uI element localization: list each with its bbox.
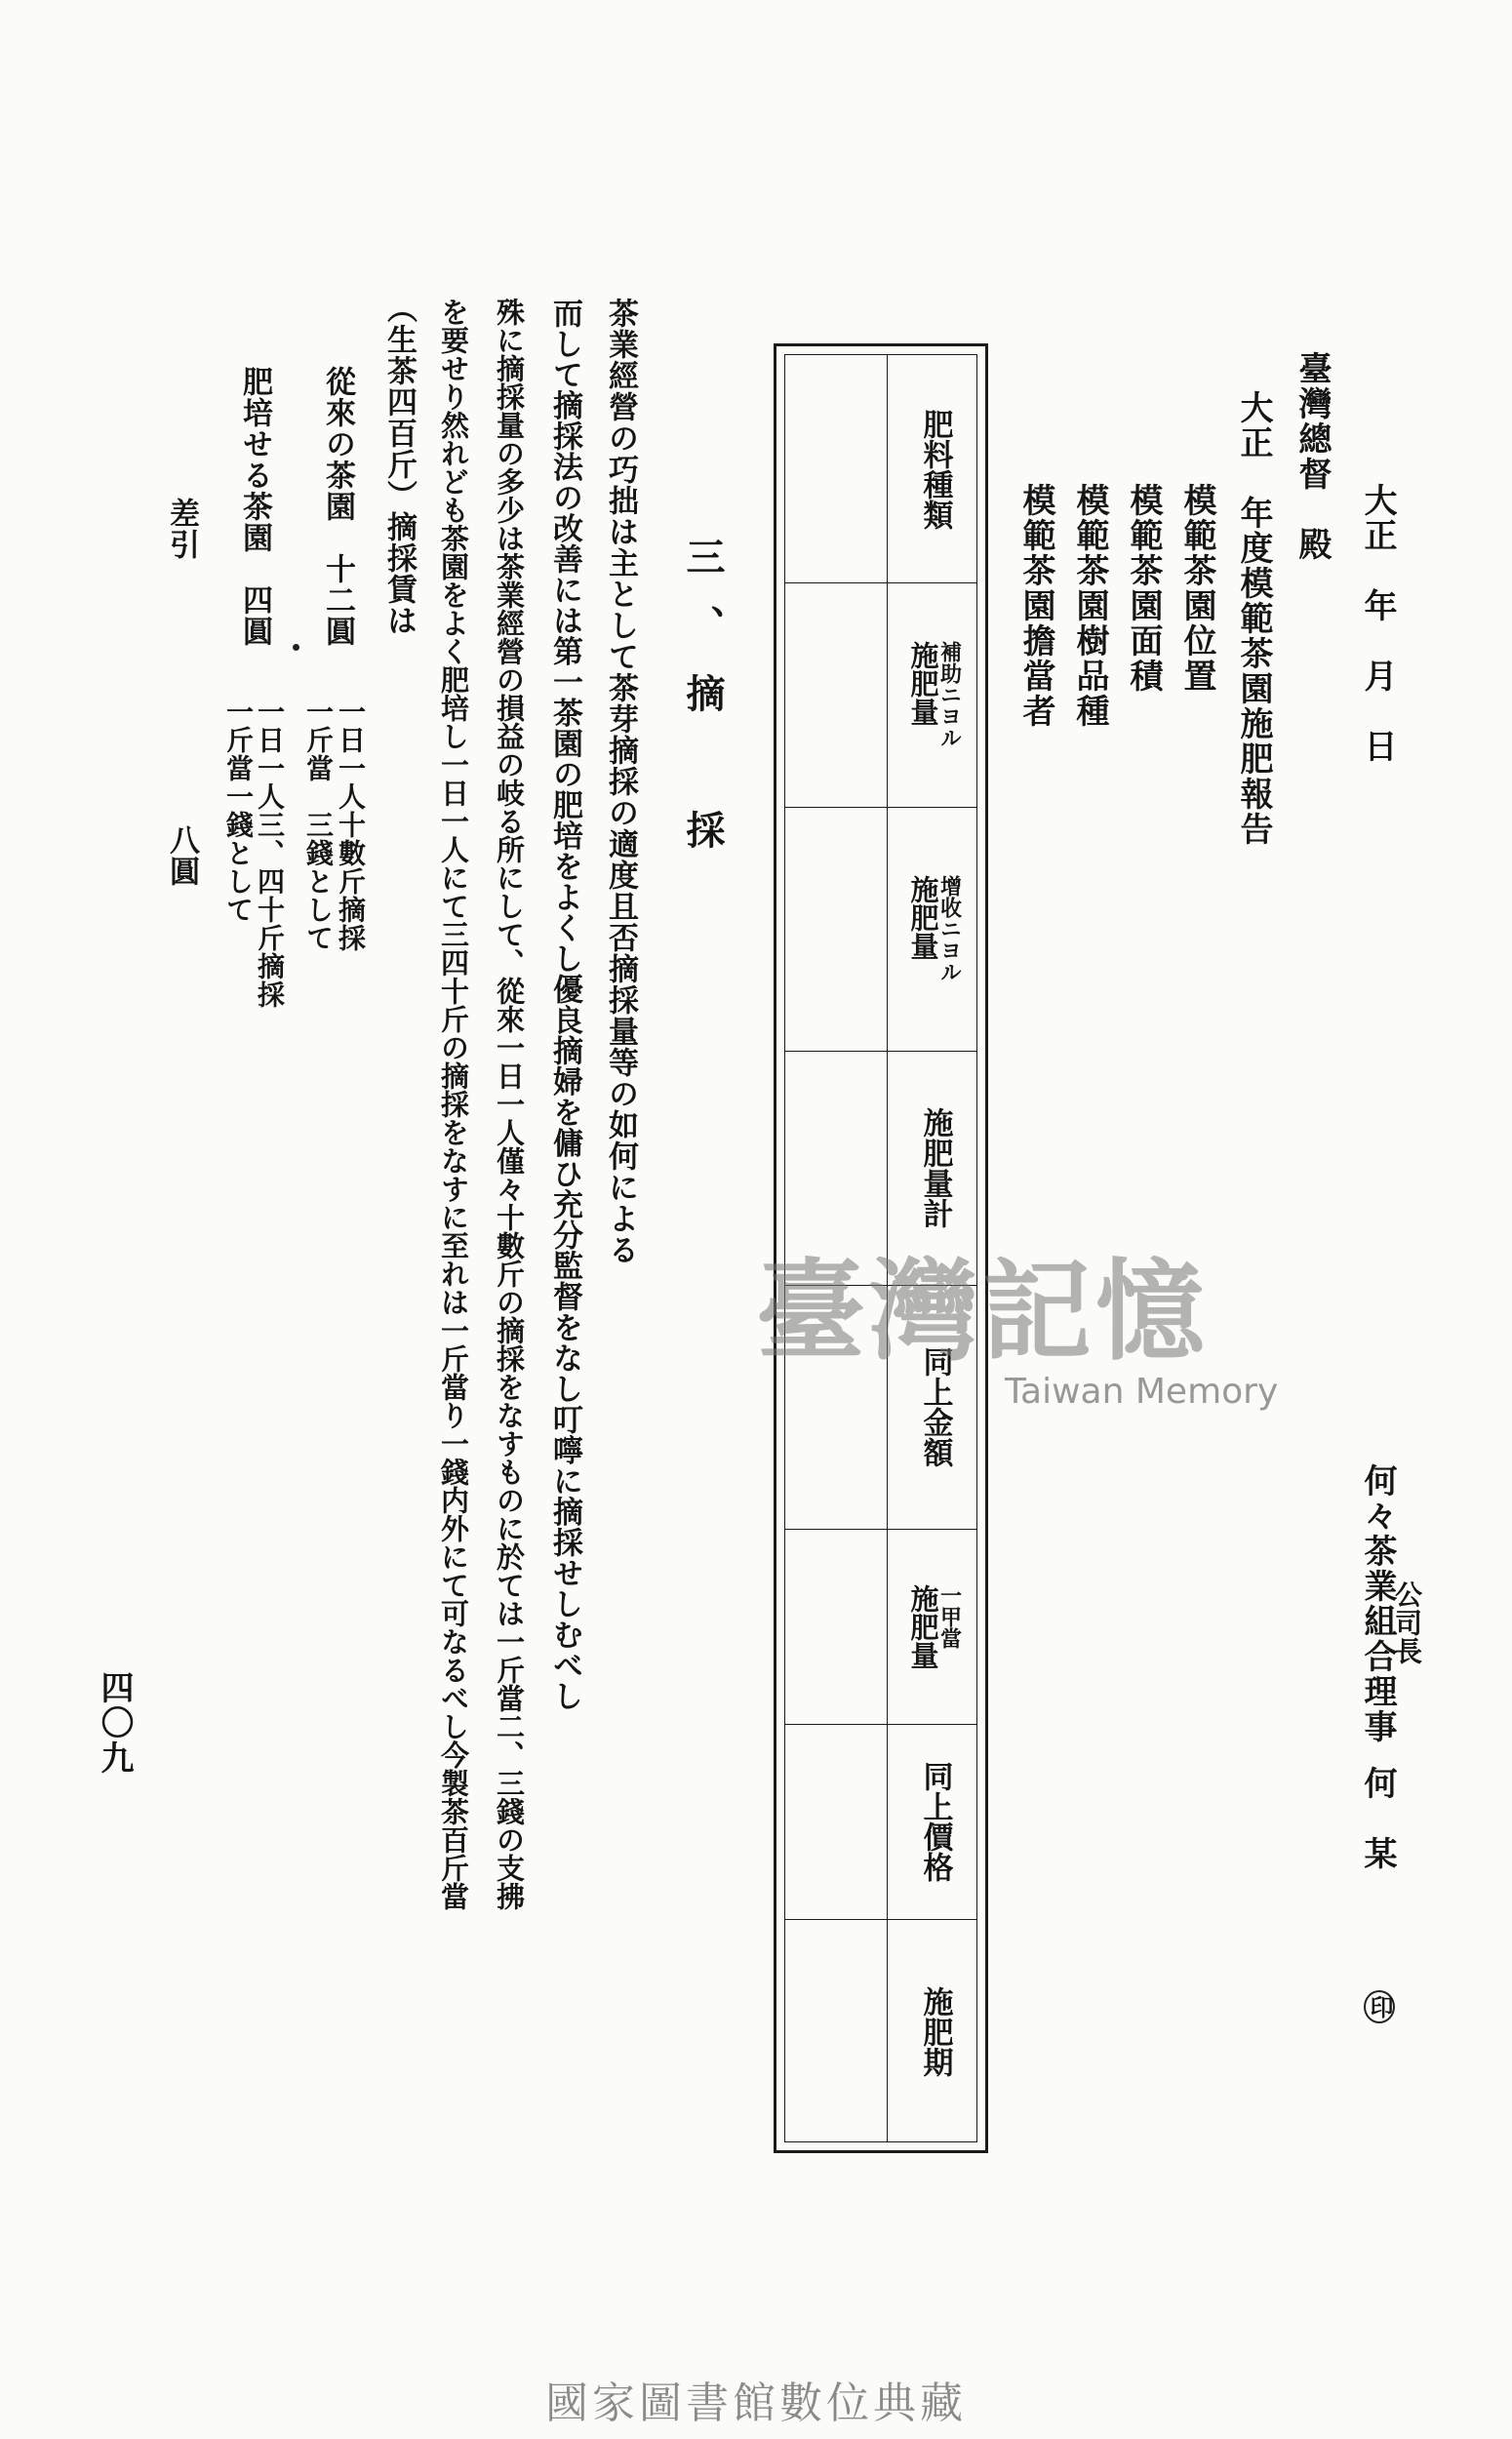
paragraph-line: 茶業經營の巧拙は主として茶芽摘採の適度且否摘採量等の如何による <box>603 298 638 1265</box>
table-inner <box>784 354 977 2142</box>
bullet-dot <box>293 644 299 651</box>
seal-stamp: 印 <box>1364 1990 1395 2023</box>
header-separator <box>887 355 888 2141</box>
fertilized-detail-b: 一斤當一錢として <box>222 698 255 924</box>
field-variety: 模範茶園樹品種 <box>1070 483 1109 729</box>
col-fertilizer-type <box>893 355 976 582</box>
paragraph-line: 而して摘採法の改善には第一茶園の肥培をよくし優良摘婦を傭ひ充分監督をなし叮嚀に摘採せしむべし <box>547 298 582 1711</box>
col-label: 施肥期 <box>917 1985 953 2077</box>
sender-org-alt: 公司長 <box>1391 1580 1423 1665</box>
paragraph-line: を要せり然れども茶園をよく肥培し一日一人にて三四十斤の摘採をなすに至れは一斤當り一錢内外にて可なるべし今製茶百斤當 <box>437 298 470 1910</box>
field-location: 模範茶園位置 <box>1177 483 1216 694</box>
col-label: 施肥量計 <box>917 1107 953 1228</box>
col-sublabel: 補助ニヨル <box>936 641 963 748</box>
report-title: 大正 年度模範茶園施肥報告 <box>1234 390 1273 847</box>
paragraph-line: 殊に摘採量の多少は茶業經營の損益の岐る所にして、從來一日一人僅々十數斤の摘採をなすものに於ては一斤當二、三錢の支拂 <box>493 298 526 1910</box>
col-label: 施肥量 <box>906 641 940 726</box>
col-label: 同上價格 <box>917 1761 953 1882</box>
difference-value: 八圓 <box>164 824 199 887</box>
fertilized-garden: 肥培せる茶園 四圓 <box>237 366 272 647</box>
col-sublabel: 一甲當 <box>936 1583 963 1649</box>
col-total-amount <box>893 1051 976 1285</box>
watermark-subtitle: Taiwan Memory <box>1005 1372 1279 1412</box>
col-period <box>893 1919 976 2143</box>
fertilizer-table <box>774 343 988 2153</box>
sender-org: 何々茶業組合理事 <box>1358 1463 1397 1744</box>
col-label: 施肥量 <box>906 875 940 960</box>
difference-label: 差引 <box>164 498 199 560</box>
date-line: 大正 年 月 日 <box>1358 483 1397 764</box>
section-heading: 三、摘 採 <box>680 537 726 878</box>
col-label: 施肥量 <box>906 1583 940 1669</box>
page-number: 四〇九 <box>95 1670 134 1776</box>
col-increase-amount <box>893 807 976 1051</box>
field-manager: 模範茶園擔當者 <box>1016 483 1055 729</box>
field-area: 模範茶園面積 <box>1124 483 1163 694</box>
conventional-detail-a: 一日一人十數斤摘採 <box>335 698 367 952</box>
col-label: 同上金額 <box>917 1346 953 1467</box>
conventional-detail-b: 一斤當 三錢として <box>302 698 335 952</box>
fertilized-detail-a: 一日一人三、四十斤摘採 <box>254 698 286 1009</box>
col-price <box>893 1724 976 1919</box>
col-label: 肥料種類 <box>917 408 953 530</box>
col-sublabel: 增收ニヨル <box>936 875 963 982</box>
addressee: 臺灣總督 殿 <box>1293 351 1332 562</box>
watermark-title: 臺灣記憶 <box>756 1248 1209 1376</box>
sender-name: 何 某 <box>1358 1766 1397 1871</box>
archive-footer: 國家圖書館數位典藏 <box>545 2379 967 2428</box>
col-subsidy-amount <box>893 582 976 807</box>
paragraph-line: （生茶四百斤）摘採賃は <box>381 293 417 636</box>
conventional-garden: 從來の茶園 十二圓 <box>320 366 355 647</box>
col-cost <box>893 1285 976 1529</box>
col-per-area-amount <box>893 1529 976 1724</box>
